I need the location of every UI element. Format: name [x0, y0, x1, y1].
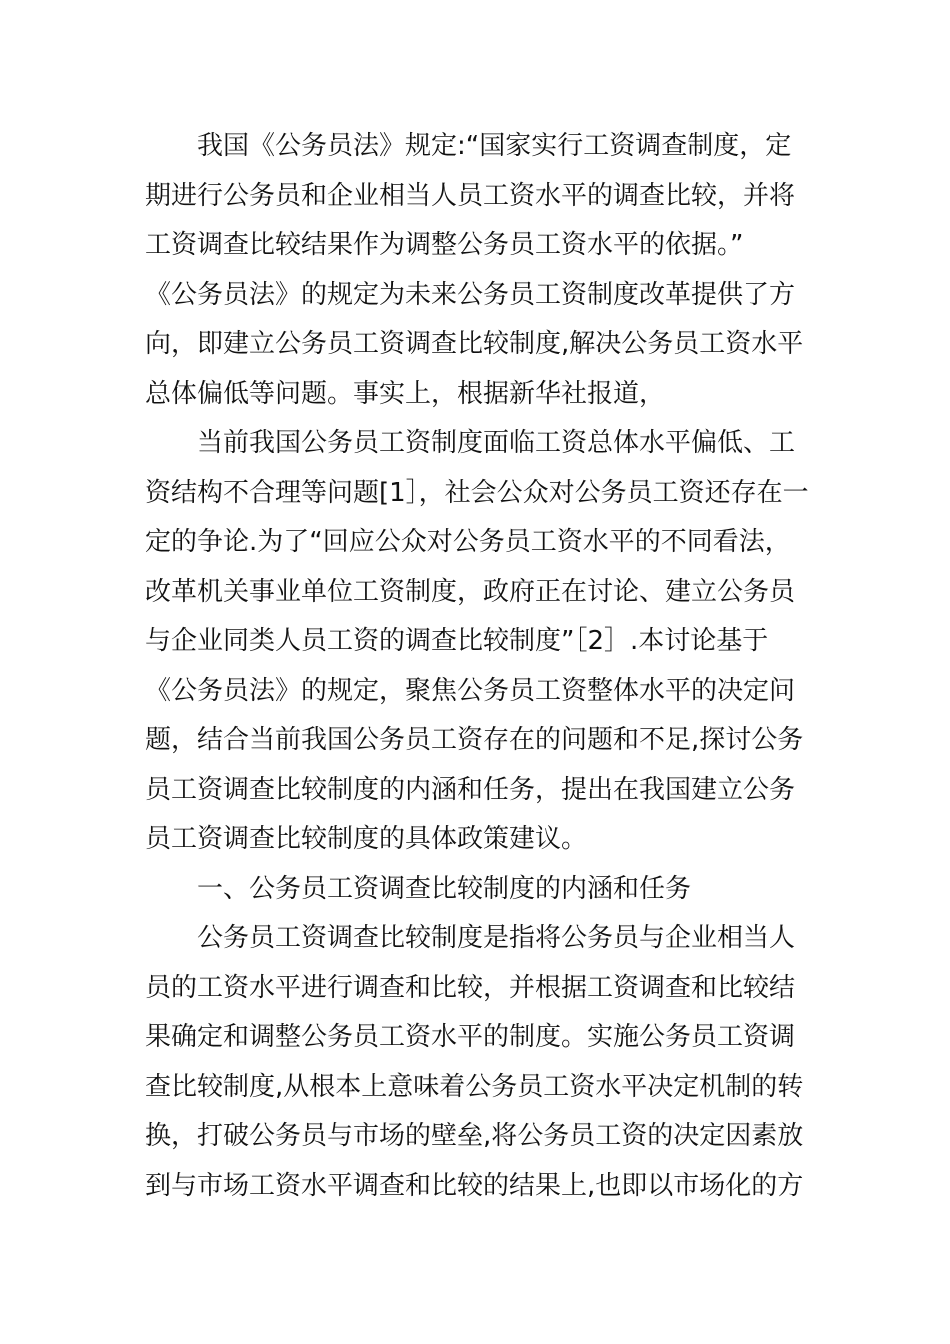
text-line: 资结构不合理等问题[1］，社会公众对公务员工资还存在一 — [145, 477, 809, 508]
section-heading-text: 一、公务员工资调查比较制度的内涵和任务 — [197, 873, 692, 904]
text-line: 向，即建立公务员工资调查比较制度,解决公务员工资水平 — [145, 329, 804, 359]
text-line: 果确定和调整公务员工资水平的制度。实施公务员工资调 — [145, 1022, 796, 1052]
section-heading — [145, 865, 810, 915]
text-line: 期进行公务员和企业相当人员工资水平的调查比较，并将 — [145, 180, 796, 211]
paragraph-definition — [145, 914, 810, 1211]
paragraph-current-situation — [145, 419, 810, 865]
text-line: 与企业同类人员工资的调查比较制度”［2］.本讨论基于 — [145, 626, 769, 656]
text-line: 员工资调查比较制度的具体政策建议。 — [145, 824, 588, 854]
text-line: 《公务员法》的规定，聚焦公务员工资整体水平的决定问 — [145, 675, 796, 706]
text-line: 当前我国公务员工资制度面临工资总体水平偏低、工 — [197, 428, 796, 458]
text-line: 换，打破公务员与市场的壁垒,将公务员工资的决定因素放 — [145, 1121, 804, 1151]
text-line: 《公务员法》的规定为未来公务员工资制度改革提供了方 — [145, 279, 796, 310]
text-line: 工资调查比较结果作为调整公务员工资水平的依据。” — [145, 230, 744, 260]
text-line: 改革机关事业单位工资制度，政府正在讨论、建立公务员 — [145, 576, 796, 607]
text-line: 总体偏低等问题。事实上，根据新华社报道， — [145, 378, 666, 409]
text-line: 我国《公务员法》规定:“国家实行工资调查制度，定 — [197, 131, 792, 161]
document-body — [145, 122, 810, 1211]
text-line: 到与市场工资水平调查和比较的结果上,也即以市场化的方 — [145, 1170, 804, 1201]
text-line: 公务员工资调查比较制度是指将公务员与企业相当人 — [197, 923, 796, 953]
text-line: 查比较制度,从根本上意味着公务员工资水平决定机制的转 — [145, 1071, 804, 1102]
text-line: 定的争论.为了“回应公众对公务员工资水平的不同看法， — [145, 527, 791, 557]
text-line: 员的工资水平进行调查和比较，并根据工资调查和比较结 — [145, 972, 796, 1003]
paragraph-intro — [145, 122, 810, 419]
text-line: 员工资调查比较制度的内涵和任务，提出在我国建立公务 — [145, 774, 796, 805]
text-line: 题，结合当前我国公务员工资存在的问题和不足,探讨公务 — [145, 725, 804, 755]
